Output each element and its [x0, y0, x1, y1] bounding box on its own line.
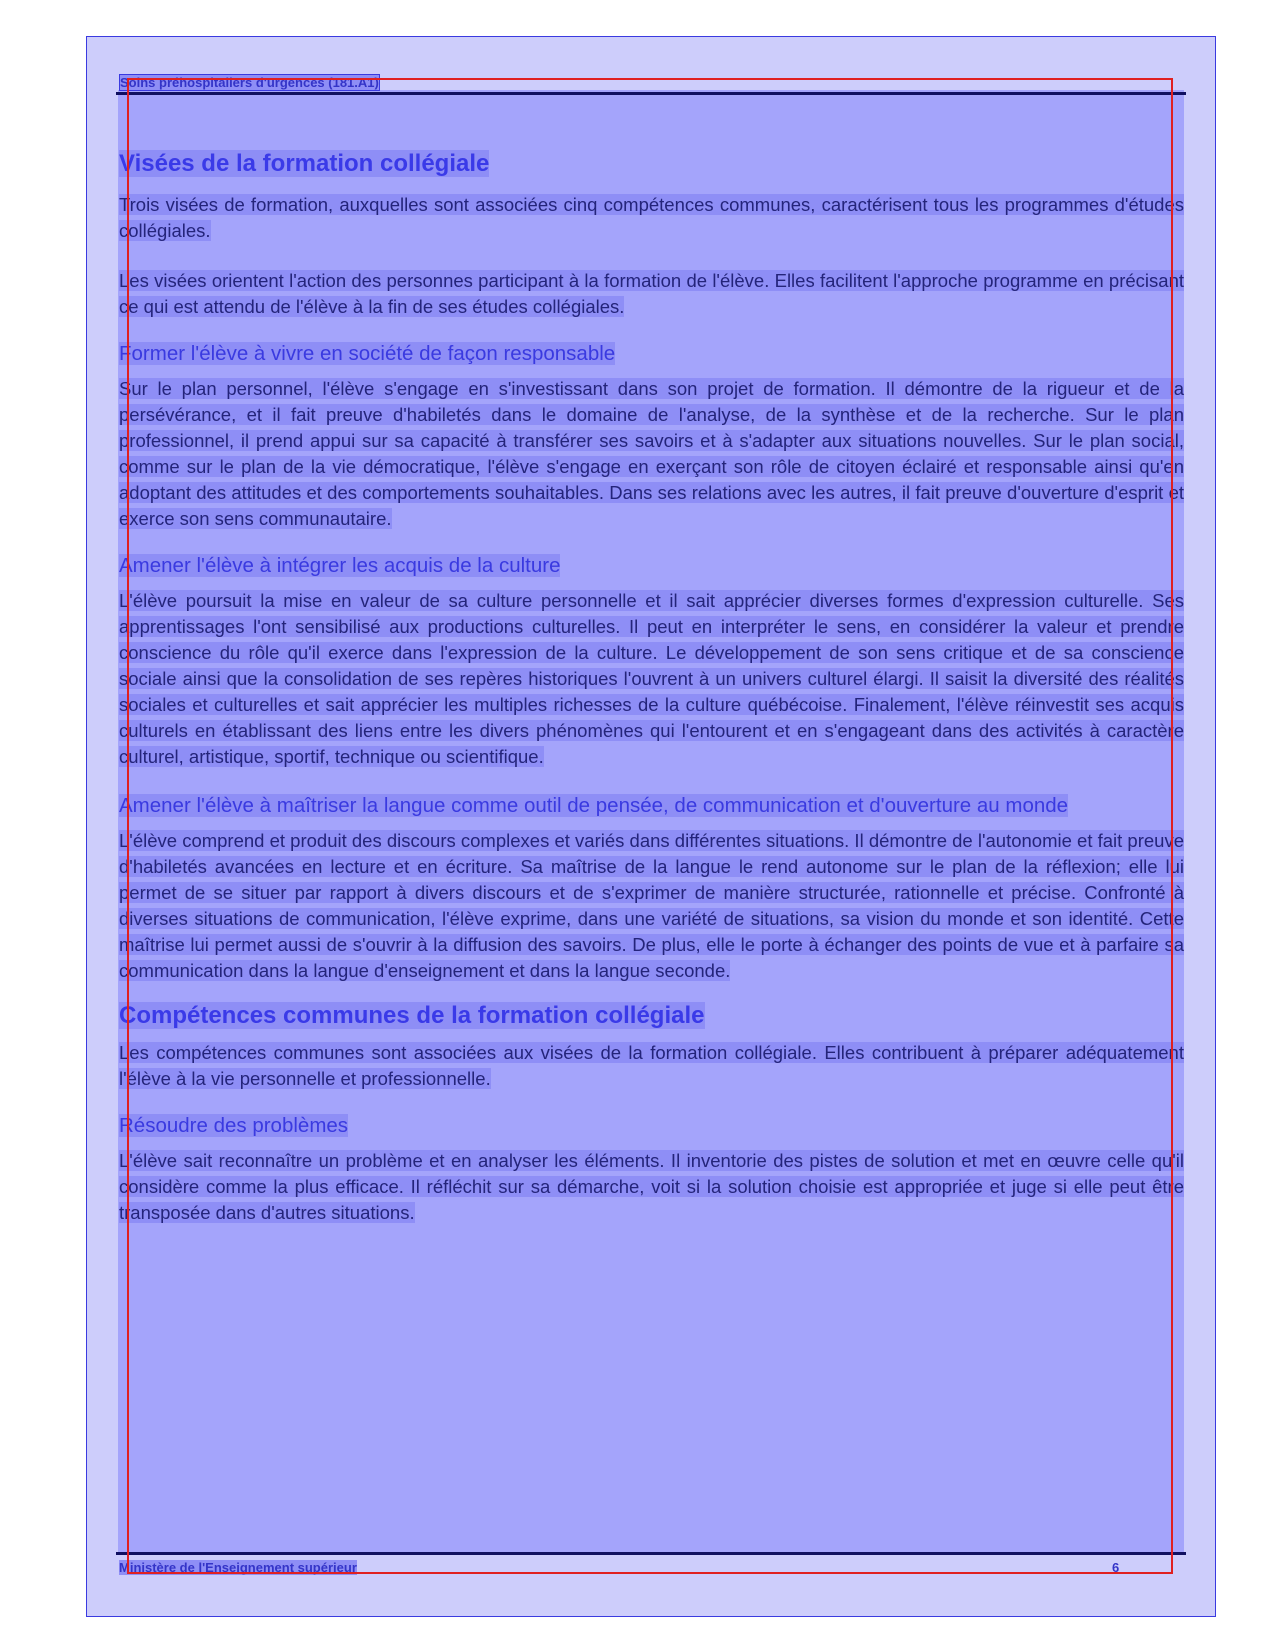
- subheading-maitriser-langue: [119, 792, 1184, 820]
- header-rule: [116, 92, 1186, 95]
- subheading-resoudre-problemes: [119, 1112, 1184, 1140]
- paragraph-text: Les visées orientent l'action des personnes participant à la formation de l'élève. Elles facilitent l'approche programme en précisant ce qui est attendu de l'élève à la fin de ses études collégiales.: [119, 270, 1184, 317]
- paragraph-text: L'élève sait reconnaître un problème et en analyser les éléments. Il inventorie des pistes de solution et met en œuvre celle qu'il considère comme la plus efficace. Il réfléchit sur sa démarche, voit si la solution choisie est appropriée et juge si elle peut être transposée dans d'autres situations.: [119, 1150, 1184, 1223]
- subheading-vivre-en-societe: [119, 340, 1184, 368]
- section-heading-visees: [119, 150, 1184, 178]
- running-header: Soins préhospitaliers d'urgences (181.A1): [120, 75, 379, 90]
- subheading-text: Amener l'élève à intégrer les acquis de la culture: [119, 554, 561, 577]
- running-footer: Ministère de l'Enseignement supérieur: [119, 1560, 357, 1575]
- footer-rule: [116, 1552, 1186, 1555]
- subheading-text: Amener l'élève à maîtriser la langue comme outil de pensée, de communication et d'ouverture au monde: [119, 794, 1069, 817]
- paragraph: [119, 376, 1184, 532]
- subheading-acquis-culture: [119, 552, 1184, 580]
- paragraph: [119, 588, 1184, 770]
- section-heading-competences: [119, 1002, 1184, 1030]
- paragraph: [119, 1148, 1184, 1226]
- paragraph-text: Sur le plan personnel, l'élève s'engage en s'investissant dans son projet de formation. Il démontre de la rigueur et de la persévérance, et il fait preuve d'habiletés dans le domaine de l'analyse, de la synthèse et de la recherche. Sur le plan professionnel, il prend appui sur sa capacité à transférer ses savoirs et à s'adapter aux situations nouvelles. Sur le plan social, comme sur le plan de la vie démocratique, l'élève s'engage en exerçant son rôle de citoyen éclairé et responsable ainsi qu'en adoptant des attitudes et des comportements souhaitables. Dans ses relations avec les autres, il fait preuve d'ouverture d'esprit et exerce son sens communautaire.: [119, 378, 1184, 529]
- paragraph: [119, 1040, 1184, 1092]
- main-content: [119, 150, 1184, 1250]
- page-number: 6: [1112, 1560, 1120, 1575]
- paragraph: [119, 268, 1184, 320]
- paragraph-text: L'élève comprend et produit des discours complexes et variés dans différentes situations. Il démontre de l'autonomie et fait preuve d'habiletés avancées en lecture et en écriture. Sa maîtrise de la langue le rend autonome sur le plan de la réflexion; elle lui permet de se situer par rapport à divers discours et de s'exprimer de manière structurée, rationnelle et précise. Confronté à diverses situations de communication, l'élève exprime, dans une variété de situations, sa vision du monde et son identité. Cette maîtrise lui permet aussi de s'ouvrir à la diffusion des savoirs. De plus, elle le porte à échanger des points de vue et à parfaire sa communication dans la langue d'enseignement et dans la langue seconde.: [119, 830, 1184, 981]
- section-heading-text: Compétences communes de la formation collégiale: [119, 1002, 705, 1029]
- paragraph-text: Trois visées de formation, auxquelles sont associées cinq compétences communes, caractérisent tous les programmes d'études collégiales.: [119, 194, 1184, 241]
- section-heading-text: Visées de la formation collégiale: [119, 150, 490, 177]
- paragraph: [119, 828, 1184, 984]
- paragraph-text: L'élève poursuit la mise en valeur de sa culture personnelle et il sait apprécier diverses formes d'expression culturelle. Ses apprentissages l'ont sensibilisé aux productions culturelles. Il peut en interpréter le sens, en considérer la valeur et prendre conscience du rôle qu'il exerce dans l'expression de la culture. Le développement de son sens critique et de sa conscience sociale ainsi que la consolidation de ses repères historiques l'ouvrent à un univers culturel élargi. Il saisit la diversité des réalités sociales et culturelles et sait apprécier les multiples richesses de la culture québécoise. Finalement, l'élève réinvestit ses acquis culturels en établissant des liens entre les divers phénomènes qui l'entourent et en s'engageant dans des activités à caractère culturel, artistique, sportif, technique ou scientifique.: [119, 590, 1184, 767]
- paragraph-text: Les compétences communes sont associées aux visées de la formation collégiale. Elles contribuent à préparer adéquatement l'élève à la vie personnelle et professionnelle.: [119, 1042, 1184, 1089]
- subheading-text: Résoudre des problèmes: [119, 1114, 349, 1137]
- subheading-text: Former l'élève à vivre en société de façon responsable: [119, 342, 616, 365]
- paragraph: [119, 192, 1184, 244]
